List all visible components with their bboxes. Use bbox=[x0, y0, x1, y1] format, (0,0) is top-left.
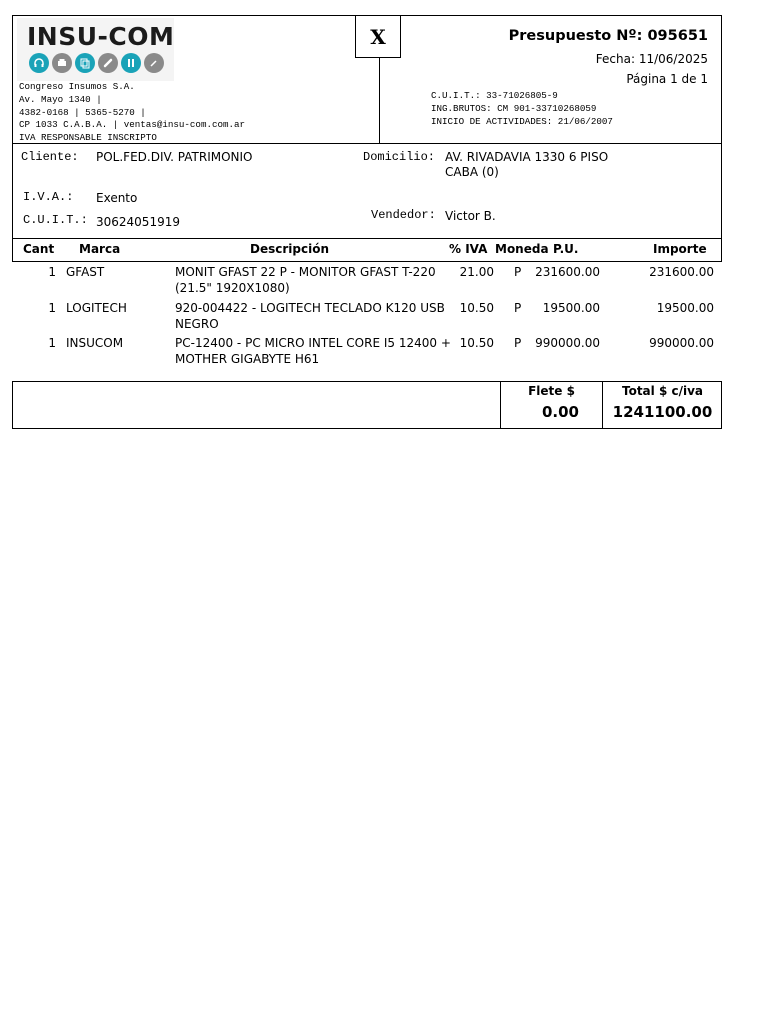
total-label: Total $ c/iva bbox=[621, 384, 704, 398]
document-title: Presupuesto Nº: 095651 bbox=[508, 28, 708, 44]
row-description-line-2: NEGRO bbox=[175, 317, 219, 331]
row-moneda: P bbox=[514, 301, 522, 315]
client-label: Cliente: bbox=[21, 150, 79, 164]
row-importe: 231600.00 bbox=[649, 265, 714, 279]
headphones-icon bbox=[29, 53, 49, 73]
copy-icon bbox=[75, 53, 95, 73]
company-line: Av. Mayo 1340 | bbox=[19, 93, 102, 105]
row-iva: 21.00 bbox=[459, 265, 494, 279]
company-line: IVA RESPONSABLE INSCRIPTO bbox=[19, 132, 157, 144]
column-header-marca: Marca bbox=[79, 242, 121, 256]
fiscal-line: INICIO DE ACTIVIDADES: 21/06/2007 bbox=[431, 115, 613, 127]
company-line: Congreso Insumos S.A. bbox=[19, 81, 135, 92]
freight-label: Flete $ bbox=[528, 384, 575, 398]
seller-name: Victor B. bbox=[445, 209, 496, 223]
row-description-line-1: PC-12400 - PC MICRO INTEL CORE I5 12400 + bbox=[175, 336, 451, 350]
row-description-line-2: (21.5" 1920X1080) bbox=[175, 281, 290, 295]
address-label: Domicilio: bbox=[363, 150, 436, 164]
table-row bbox=[0, 300, 768, 336]
row-iva: 10.50 bbox=[459, 336, 494, 350]
total-value: 1241100.00 bbox=[612, 403, 713, 421]
address-line-1: AV. RIVADAVIA 1330 6 PISO bbox=[445, 150, 609, 164]
document-type-letter: X bbox=[355, 15, 401, 58]
company-line: CP 1033 C.A.B.A. | ventas@insu-com.com.ar bbox=[19, 119, 246, 131]
page-indicator: Página 1 de 1 bbox=[626, 72, 708, 86]
company-line: 4382-0168 | 5365-5270 | bbox=[19, 106, 146, 118]
fiscal-line: C.U.I.T.: 33-71026805-9 bbox=[431, 90, 558, 101]
column-header-descripcion: Descripción bbox=[250, 242, 329, 256]
row-pu: 19500.00 bbox=[542, 301, 600, 315]
iva-label: I.V.A.: bbox=[23, 190, 74, 204]
row-description-line-1: MONIT GFAST 22 P - MONITOR GFAST T-220 bbox=[175, 265, 436, 279]
row-marca: GFAST bbox=[66, 265, 105, 279]
column-header-moneda: Moneda bbox=[495, 242, 549, 256]
row-cant: 1 bbox=[48, 336, 56, 350]
company-info bbox=[19, 81, 245, 145]
row-pu: 990000.00 bbox=[535, 336, 600, 350]
seller-label: Vendedor: bbox=[371, 208, 436, 222]
column-header-pu: P.U. bbox=[553, 242, 579, 256]
cuit-label: C.U.I.T.: bbox=[23, 213, 88, 227]
link-icon bbox=[98, 53, 118, 73]
row-description-line-1: 920-004422 - LOGITECH TECLADO K120 USB bbox=[175, 301, 445, 315]
table-row bbox=[0, 264, 768, 300]
row-iva: 10.50 bbox=[459, 301, 494, 315]
fiscal-info bbox=[431, 90, 613, 128]
fiscal-line: ING.BRUTOS: CM 901-33710268059 bbox=[431, 102, 597, 114]
row-description-line-2: MOTHER GIGABYTE H61 bbox=[175, 352, 320, 366]
row-marca: LOGITECH bbox=[66, 301, 127, 315]
cuit-value: 30624051919 bbox=[96, 215, 180, 229]
table-row bbox=[0, 335, 768, 371]
row-importe: 990000.00 bbox=[649, 336, 714, 350]
column-header-iva: % IVA bbox=[449, 242, 488, 256]
column-header-cant: Cant bbox=[23, 242, 55, 256]
row-marca: INSUCOM bbox=[66, 336, 124, 350]
iva-value: Exento bbox=[96, 191, 138, 205]
logo-icon-row bbox=[29, 53, 164, 73]
column-header-importe: Importe bbox=[653, 242, 707, 256]
freight-value: 0.00 bbox=[541, 403, 579, 421]
printer-icon bbox=[52, 53, 72, 73]
document-date: Fecha: 11/06/2025 bbox=[595, 52, 708, 66]
row-importe: 19500.00 bbox=[656, 301, 714, 315]
row-moneda: P bbox=[514, 265, 522, 279]
header-divider bbox=[379, 58, 380, 143]
row-pu: 231600.00 bbox=[535, 265, 600, 279]
pen-icon bbox=[144, 53, 164, 73]
ink-icon bbox=[121, 53, 141, 73]
client-name: POL.FED.DIV. PATRIMONIO bbox=[96, 150, 253, 164]
row-moneda: P bbox=[514, 336, 522, 350]
row-cant: 1 bbox=[48, 301, 56, 315]
address-line-2: CABA (0) bbox=[445, 165, 499, 179]
row-cant: 1 bbox=[48, 265, 56, 279]
company-logo-text: INSU-COM bbox=[27, 22, 175, 51]
